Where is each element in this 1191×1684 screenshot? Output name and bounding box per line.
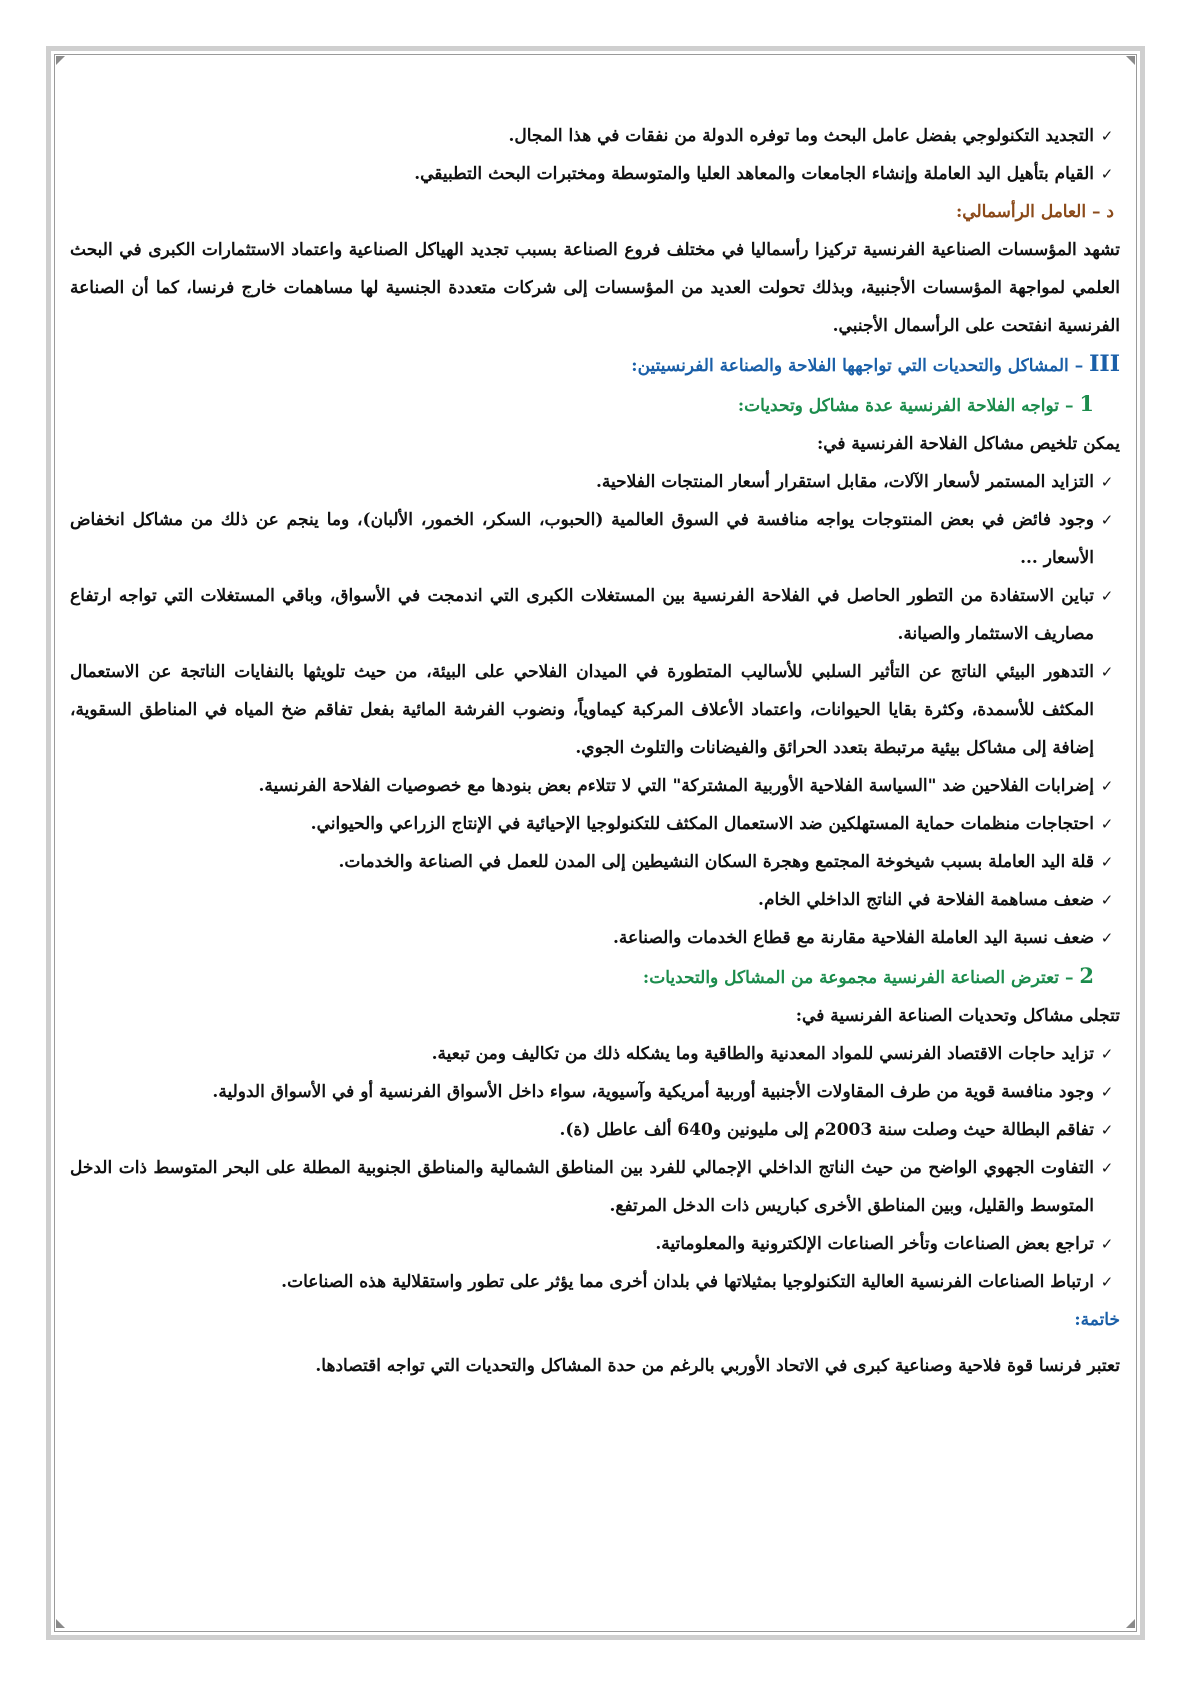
list-item-text: التدهور البيئي الناتج عن التأثير السلبي للأساليب المتطورة في الميدان الفلاحي على البيئة، من حيث تلويثها بالنفايات الناتجة عن الاستعمال المكثف للأسمدة، وكثرة بقايا الحيوانات، واعتماد الأعلاف المركبة كيماوياً، ونضوب الفرشة المائية بفعل تفاقم ضخ المياه في المناطق السقوية، إضافة إلى مشاكل بيئية مرتبطة بتعدد الحرائق والفيضانات والتلوث الجوي.: [70, 662, 1094, 758]
subsection-2-intro: تتجلى مشاكل وتحديات الصناعة الفرنسية في:: [795, 1006, 1120, 1026]
list-item-text: قلة اليد العاملة بسبب شيخوخة المجتمع وهجرة السكان النشيطين إلى المدن للعمل في الصناعة والخدمات.: [338, 852, 1094, 872]
checkmark-icon: ✓: [1100, 1045, 1114, 1063]
section-3-heading: [70, 345, 1120, 385]
list-item-text: التفاوت الجهوي الواضح من حيث الناتج الداخلي الإجمالي للفرد بين المناطق الشمالية والمناطق الجنوبية المطلة على البحر المتوسط ذات الدخل المتوسط والقليل، وبين المناطق الأخرى كباريس ذات الدخل المرتفع.: [70, 1158, 1094, 1216]
subsection-1-title: – تواجه الفلاحة الفرنسية عدة مشاكل وتحديات:: [737, 396, 1074, 416]
list-item: [70, 463, 1120, 501]
conclusion-heading: خاتمة:: [1074, 1310, 1120, 1330]
list-item: [70, 1035, 1120, 1073]
checkmark-icon: ✓: [1100, 1121, 1114, 1139]
list-item-text: وجود منافسة قوية من طرف المقاولات الأجنبية أوربية أمريكية وآسيوية، سواء داخل الأسواق الفرنسية أو في الأسواق الدولية.: [212, 1082, 1094, 1102]
checkmark-icon: ✓: [1100, 891, 1114, 909]
subsection-1-heading: [70, 385, 1120, 425]
checkmark-icon: ✓: [1100, 473, 1114, 491]
spacer: [70, 1339, 1120, 1347]
list-item-text: وجود فائض في بعض المنتوجات يواجه منافسة في السوق العالمية (الحبوب، السكر، الخمور، الألبان)، وما ينجم عن ذلك من مشاكل انخفاض الأسعار ...: [70, 510, 1094, 568]
checkmark-icon: ✓: [1100, 1235, 1114, 1253]
checkmark-icon: ✓: [1100, 663, 1114, 681]
subsection-2-title: – تعترض الصناعة الفرنسية مجموعة من المشاكل والتحديات:: [642, 968, 1074, 988]
list-item: [70, 767, 1120, 805]
capital-paragraph: تشهد المؤسسات الصناعية الفرنسية تركيزا رأسماليا في مختلف فروع الصناعة بسبب تجديد الهياكل الصناعية واعتماد الاستثمارات الكبرى في البحث العلمي لمواجهة المؤسسات الأجنبية، وبذلك تحولت العديد من المؤسسات إلى شركات متعددة الجنسية لها مساهمات خارج فرنسا، كما أن الصناعة الفرنسية انفتحت على الرأسمال الأجنبي.: [70, 240, 1120, 336]
checkmark-icon: ✓: [1100, 127, 1114, 145]
subsection-2-heading: [70, 957, 1120, 997]
list-item-text: تفاقم البطالة حيث وصلت سنة 2003م إلى مليونين و640 ألف عاطل (ة).: [559, 1120, 1094, 1140]
list-item-text: إضرابات الفلاحين ضد "السياسة الفلاحية الأوربية المشتركة" التي لا تتلاءم بعض بنودها مع خصوصيات الفلاحة الفرنسية.: [258, 776, 1094, 796]
corner-ornament-top-right: [1126, 56, 1135, 65]
checkmark-icon: ✓: [1100, 929, 1114, 947]
checkmark-icon: ✓: [1100, 165, 1114, 183]
checkmark-icon: ✓: [1100, 1083, 1114, 1101]
section-3-title: – المشاكل والتحديات التي تواجهها الفلاحة والصناعة الفرنسيتين:: [631, 356, 1084, 376]
checkmark-icon: ✓: [1100, 511, 1114, 529]
list-item: [70, 501, 1120, 577]
corner-ornament-bottom-left: [56, 1619, 65, 1628]
checkmark-icon: ✓: [1100, 587, 1114, 605]
document-body: [70, 117, 1120, 1385]
checkmark-icon: ✓: [1100, 853, 1114, 871]
list-item: [70, 653, 1120, 767]
list-item: [70, 805, 1120, 843]
section-3-number: III: [1089, 351, 1120, 377]
subsection-1-number: 1: [1079, 391, 1094, 416]
list-item: [70, 1149, 1120, 1225]
list-item: [70, 881, 1120, 919]
list-item-text: ضعف نسبة اليد العاملة الفلاحية مقارنة مع قطاع الخدمات والصناعة.: [612, 928, 1094, 948]
subsection-1-intro: يمكن تلخيص مشاكل الفلاحة الفرنسية في:: [816, 434, 1120, 454]
list-item: [70, 1073, 1120, 1111]
list-item-text: تراجع بعض الصناعات وتأخر الصناعات الإلكترونية والمعلوماتية.: [655, 1234, 1094, 1254]
list-item-text: احتجاجات منظمات حماية المستهلكين ضد الاستعمال المكثف للتكنولوجيا الإحيائية في الإنتاج الزراعي والحيواني.: [310, 814, 1094, 834]
subsection-2-number: 2: [1079, 963, 1094, 988]
corner-ornament-top-left: [56, 56, 65, 65]
list-item: [70, 919, 1120, 957]
checkmark-icon: ✓: [1100, 777, 1114, 795]
list-item-text: ارتباط الصناعات الفرنسية العالية التكنولوجيا بمثيلاتها في بلدان أخرى مما يؤثر على تطور واستقلالية هذه الصناعات.: [281, 1272, 1094, 1292]
list-item: [70, 843, 1120, 881]
conclusion-paragraph: تعتبر فرنسا قوة فلاحية وصناعية كبرى في الاتحاد الأوربي بالرغم من حدة المشاكل والتحديات التي تواجه اقتصادها.: [315, 1356, 1120, 1376]
list-item-text: ضعف مساهمة الفلاحة في الناتج الداخلي الخام.: [758, 890, 1094, 910]
list-item-text: التزايد المستمر لأسعار الآلات، مقابل استقرار أسعار المنتجات الفلاحية.: [595, 472, 1094, 492]
list-item: [70, 117, 1120, 155]
corner-ornament-bottom-right: [1126, 1619, 1135, 1628]
list-item: [70, 1263, 1120, 1301]
list-item: [70, 1225, 1120, 1263]
checkmark-icon: ✓: [1100, 815, 1114, 833]
list-item-text: القيام بتأهيل اليد العاملة وإنشاء الجامعات والمعاهد العليا والمتوسطة ومختبرات البحث التطبيقي.: [414, 164, 1094, 184]
list-item-text: التجديد التكنولوجي بفضل عامل البحث وما توفره الدولة من نفقات في هذا المجال.: [508, 126, 1094, 146]
capital-heading: د – العامل الرأسمالي:: [956, 202, 1114, 222]
checkmark-icon: ✓: [1100, 1273, 1114, 1291]
list-item-text: تزايد حاجات الاقتصاد الفرنسي للمواد المعدنية والطاقية وما يشكله ذلك من تكاليف ومن تبعية.: [431, 1044, 1094, 1064]
list-item: [70, 155, 1120, 193]
list-item: [70, 1111, 1120, 1149]
list-item-text: تباين الاستفادة من التطور الحاصل في الفلاحة الفرنسية بين المستغلات الكبرى التي اندمجت في الأسواق، وباقي المستغلات التي تواجه ارتفاع مصاريف الاستثمار والصيانة.: [70, 586, 1094, 644]
list-item: [70, 577, 1120, 653]
checkmark-icon: ✓: [1100, 1159, 1114, 1177]
